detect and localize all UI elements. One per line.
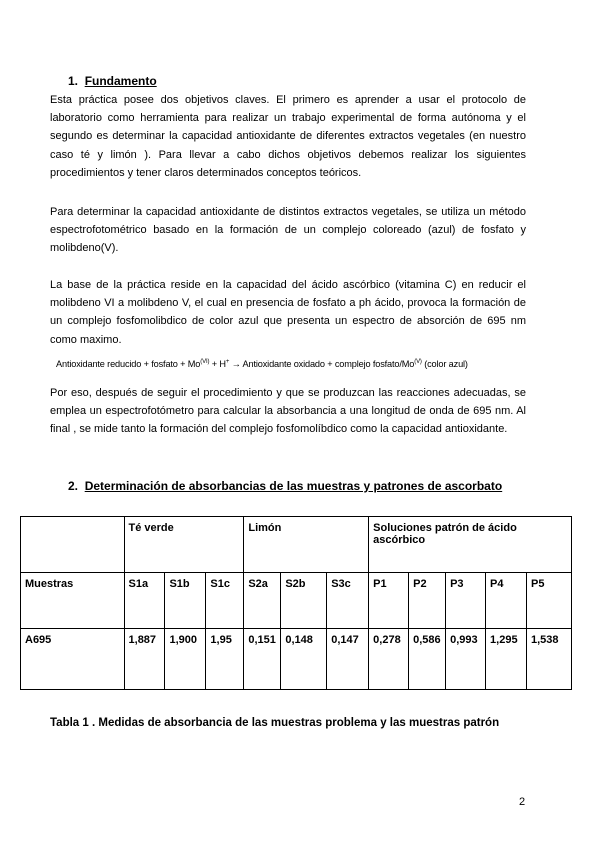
value-cell: 0,151 — [244, 629, 281, 690]
value-cell: 0,278 — [369, 629, 409, 690]
absorbance-table — [20, 516, 572, 690]
group-limon: Limón — [244, 517, 369, 573]
section-2-heading — [68, 479, 502, 493]
group-te-verde: Té verde — [124, 517, 244, 573]
value-cell: 1,887 — [124, 629, 165, 690]
sample-cell: S2b — [281, 573, 327, 629]
sample-cell: P5 — [527, 573, 572, 629]
value-cell: 0,147 — [327, 629, 369, 690]
paragraph-objectives: Esta práctica posee dos objetivos claves. El primero es aprender a usar el protocolo de laboratorio como herramienta para realizar un trabajo experimental de forma autónoma y el segundo es determinar la capacidad antioxidante de diferentes extractos vegetales (en nuestro caso té y limón ). Para llevar a cabo dichos objetivos debemos realizar los siguientes procedimientos y tener claros determinados conceptos teóricos. — [50, 94, 526, 179]
row-header-a695: A695 — [21, 629, 125, 690]
sample-cell: P3 — [446, 573, 486, 629]
value-cell: 0,993 — [446, 629, 486, 690]
section-1-title: Fundamento — [84, 74, 157, 88]
group-patron: Soluciones patrón de ácido ascórbico — [369, 517, 572, 573]
paragraph-basis: La base de la práctica reside en la capacidad del ácido ascórbico (vitamina C) en reducir el molibdeno VI a molibdeno V, el cual en presencia de fosfato a ph ácido, provoca la formación de un complejo fosfomolibdico de color azul que presenta un espectro de absorción de 695 nm como maximo. — [50, 279, 526, 346]
table-sample-row — [21, 573, 572, 629]
sample-cell: P4 — [486, 573, 527, 629]
value-cell: 0,586 — [409, 629, 446, 690]
value-cell: 1,295 — [486, 629, 527, 690]
row-header-muestras: Muestras — [21, 573, 125, 629]
sample-cell: P1 — [369, 573, 409, 629]
value-cell: 1,95 — [206, 629, 244, 690]
section-2-number: 2. — [68, 479, 79, 493]
section-1-heading — [68, 74, 157, 88]
table-empty-cell — [21, 517, 125, 573]
sample-cell: S1b — [165, 573, 206, 629]
table-caption: Tabla 1 . Medidas de absorbancia de las muestras problema y las muestras patrón — [50, 717, 500, 729]
section-1-number: 1. — [68, 74, 79, 88]
value-cell: 1,538 — [527, 629, 572, 690]
paragraph-method: Para determinar la capacidad antioxidante de distintos extractos vegetales, se utiliza un método espectrofotométrico basado en la formación de un complejo coloreado (azul) de fosfato y molibdeno(V). — [50, 206, 526, 255]
page-number: 2 — [519, 796, 526, 808]
sample-cell: S1a — [124, 573, 165, 629]
reaction-equation: Antioxidante reducido + fosfato + $Mo^{(VI)} + H^+$ → Antioxidante oxidado + complejo fosfato/$Mo^{(V)}$ (color azul) — [56, 359, 468, 370]
table-group-row — [21, 517, 572, 573]
sample-cell: S3c — [327, 573, 369, 629]
section-2-title: Determinación de absorbancias de las muestras y patrones de ascorbato — [84, 479, 503, 493]
sample-cell: S1c — [206, 573, 244, 629]
value-cell: 1,900 — [165, 629, 206, 690]
paragraph-procedure: Por eso, después de seguir el procedimiento y que se produzcan las reacciones adecuadas, se emplea un espectrofotómetro para calcular la absorbancia a una longitud de onda de 695 nm. Al final , se mide tanto la formación del complejo fosfomolíbdico como la capacidad antioxidante. — [50, 387, 526, 436]
value-cell: 0,148 — [281, 629, 327, 690]
sample-cell: S2a — [244, 573, 281, 629]
sample-cell: P2 — [409, 573, 446, 629]
table-value-row — [21, 629, 572, 690]
